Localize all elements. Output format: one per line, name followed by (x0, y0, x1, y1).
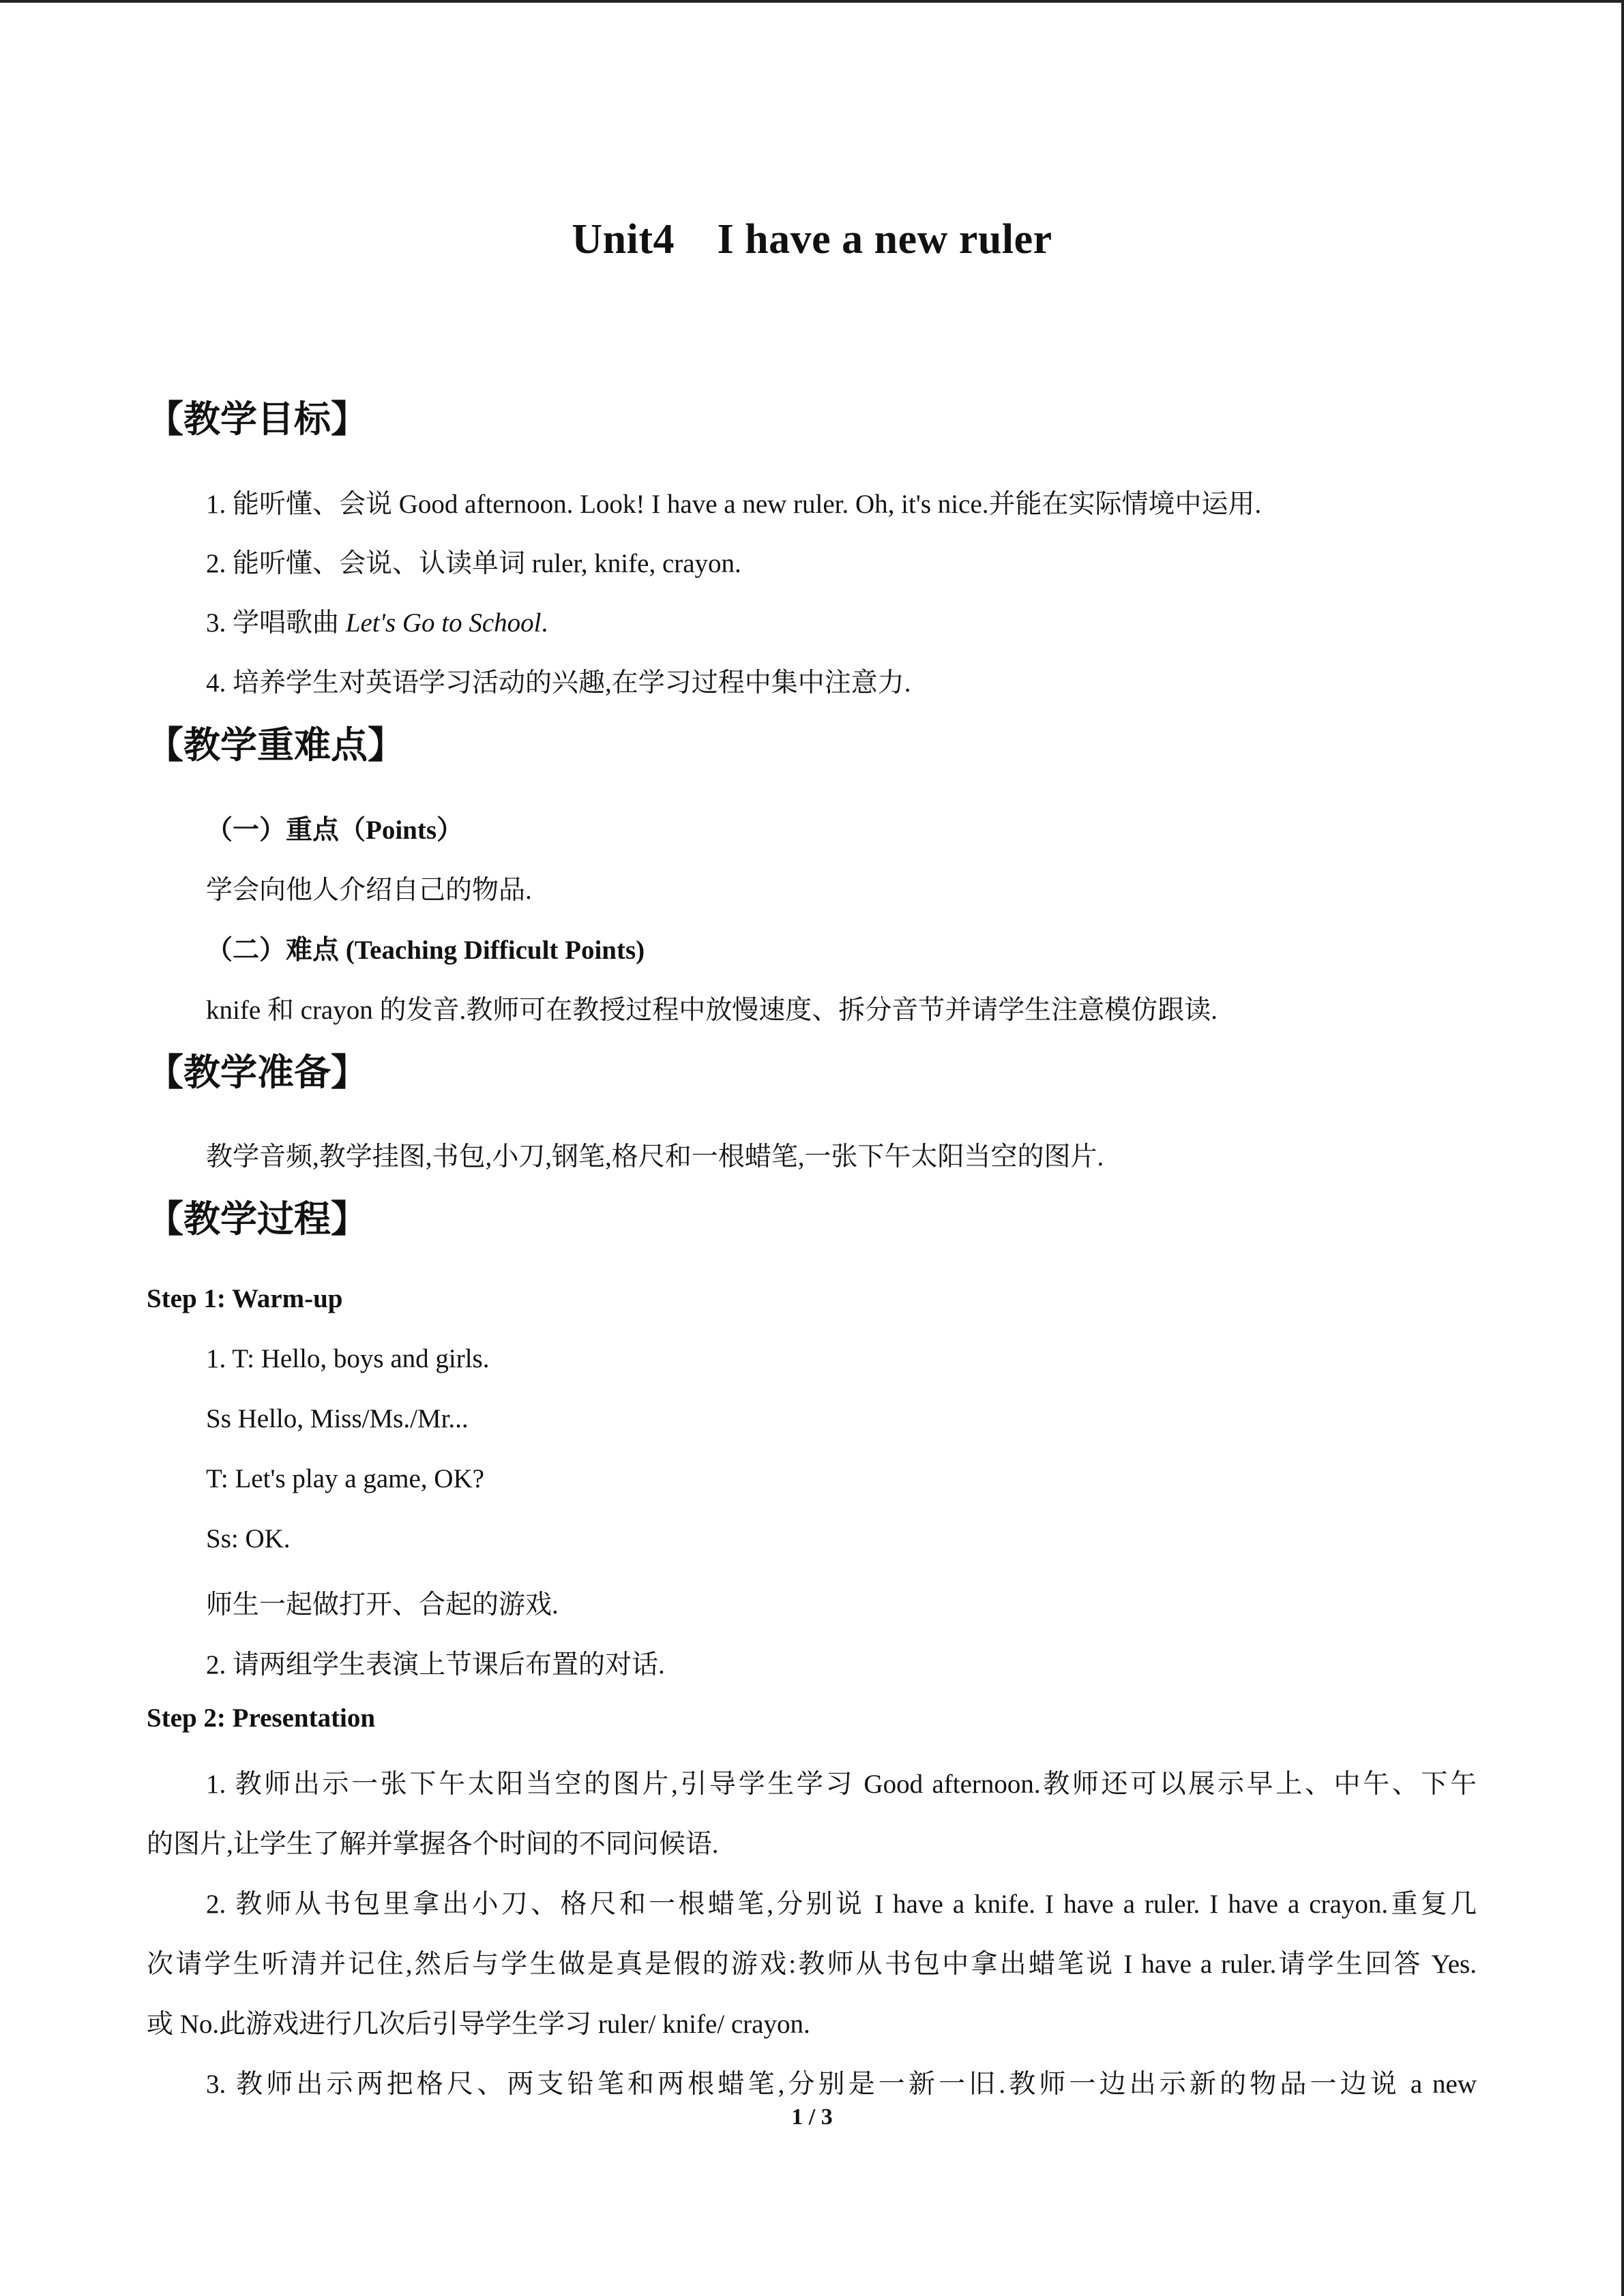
key-point-text: 学会向他人介绍自己的物品. (206, 876, 532, 905)
goal-4: 4. 培养学生对英语学习活动的兴趣,在学习过程中集中注意力. (206, 668, 911, 698)
step-2-para-1-line-1: 1. 教师出示一张下午太阳当空的图片,引导学生学习 Good afternoon.教师还可以展示早上、中午、下午 (206, 1770, 1477, 1799)
step-1-line-5: 师生一起做打开、合起的游戏. (206, 1590, 559, 1620)
step-1-line-3: T: Let's play a game, OK? (206, 1464, 484, 1493)
step-1-heading: Step 1: Warm-up (147, 1284, 343, 1313)
goal-1: 1. 能听懂、会说 Good afternoon. Look! I have a new ruler. Oh, it's nice.并能在实际情境中运用. (206, 490, 1262, 519)
step-2-para-2-line-1: 2. 教师从书包里拿出小刀、格尺和一根蜡笔,分别说 I have a knife. I have a ruler. I have a crayon.重复几 (206, 1890, 1477, 1919)
section-heading-goals: 【教学目标】 (147, 398, 368, 441)
page-number: 1 / 3 (791, 2104, 833, 2130)
difficult-point-heading: （二）难点 (Teaching Difficult Points) (206, 936, 645, 965)
section-heading-preparation: 【教学准备】 (147, 1051, 368, 1094)
page-border-top (0, 0, 1624, 3)
step-1-line-1: 1. T: Hello, boys and girls. (206, 1344, 490, 1373)
step-1-line-4: Ss: OK. (206, 1524, 291, 1553)
section-heading-process: 【教学过程】 (147, 1197, 368, 1240)
goal-3-prefix: 3. 学唱歌曲 (206, 608, 346, 638)
song-title: Let's Go to School (345, 608, 542, 638)
step-2-para-2-line-2: 次请学生听清并记住,然后与学生做是真是假的游戏:教师从书包中拿出蜡笔说 I have a ruler.请学生回答 Yes. (147, 1950, 1477, 1979)
preparation-text: 教学音频,教学挂图,书包,小刀,钢笔,格尺和一根蜡笔,一张下午太阳当空的图片. (206, 1142, 1104, 1172)
step-2-para-1-line-2: 的图片,让学生了解并掌握各个时间的不同问候语. (147, 1830, 719, 1859)
step-1-line-2: Ss Hello, Miss/Ms./Mr... (206, 1404, 469, 1433)
step-2-para-3-line-1: 3. 教师出示两把格尺、两支铅笔和两根蜡笔,分别是一新一旧.教师一边出示新的物品一边说 a new (206, 2070, 1477, 2099)
step-2-heading: Step 2: Presentation (147, 1703, 376, 1733)
goal-3 (206, 601, 548, 640)
goal-2: 2. 能听懂、会说、认读单词 ruler, knife, crayon. (206, 549, 741, 578)
goal-3-suffix: . (541, 608, 548, 638)
section-heading-key-points: 【教学重难点】 (147, 724, 404, 766)
step-1-line-6: 2. 请两组学生表演上节课后布置的对话. (206, 1650, 665, 1680)
page-title: Unit4 I have a new ruler (572, 216, 1052, 263)
difficult-point-text: knife 和 crayon 的发音.教师可在教授过程中放慢速度、拆分音节并请学生注意模仿跟读. (206, 996, 1217, 1025)
page-border-right (1621, 0, 1624, 2296)
key-point-heading: （一）重点（Points） (206, 816, 464, 845)
step-2-para-2-line-3: 或 No.此游戏进行几次后引导学生学习 ruler/ knife/ crayon. (147, 2010, 810, 2039)
